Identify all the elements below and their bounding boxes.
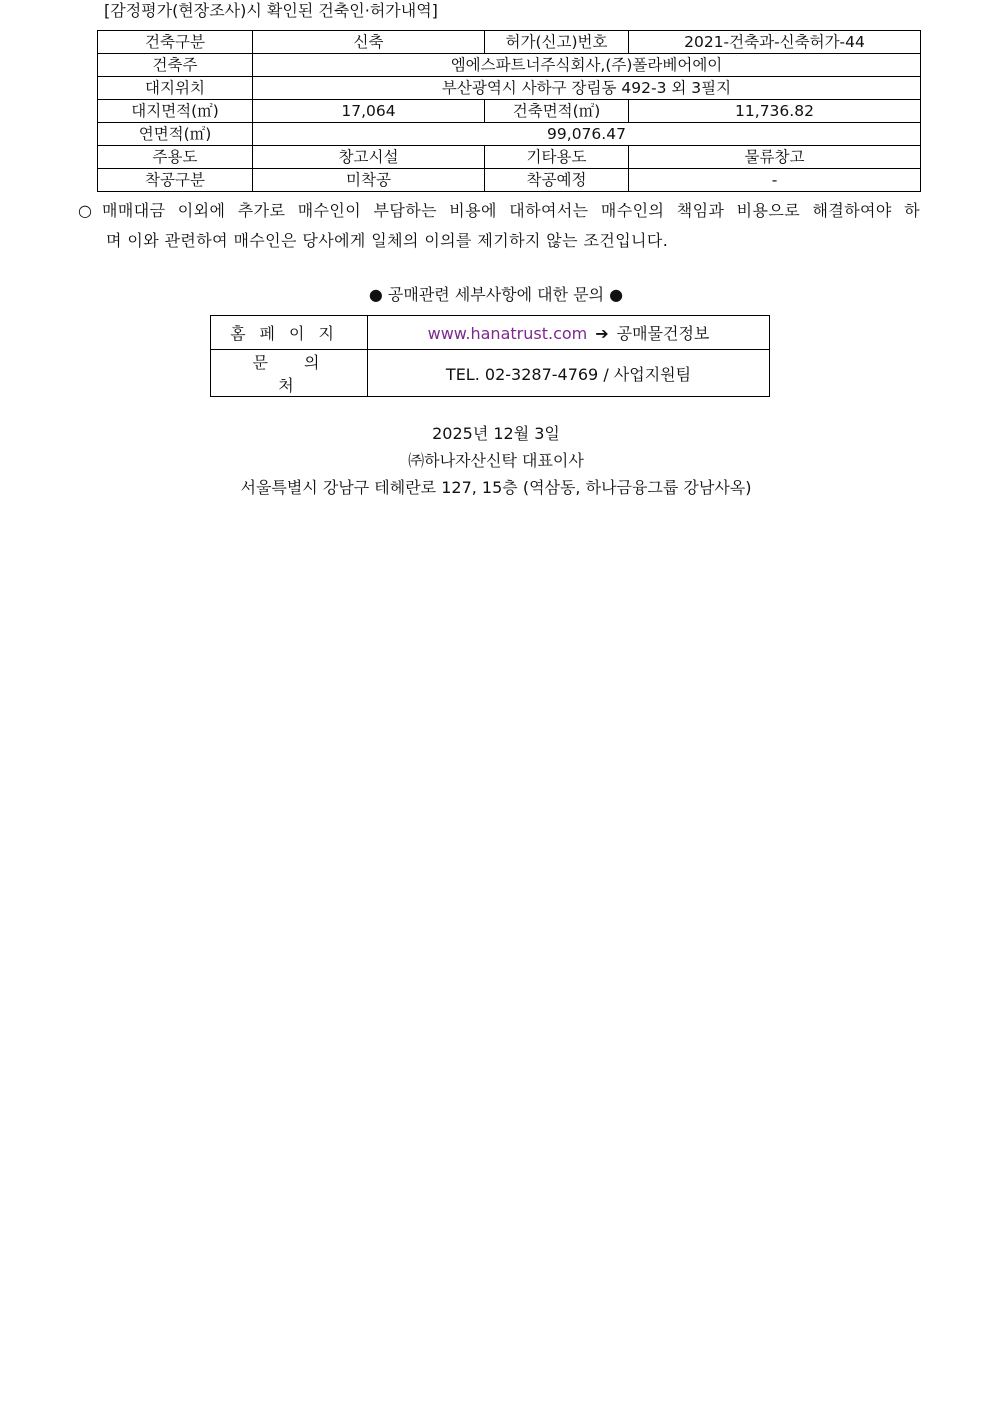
value-cell: 부산광역시 사하구 장림동 492-3 외 3필지 bbox=[253, 77, 921, 100]
value-cell: 물류창고 bbox=[629, 146, 921, 169]
section-title: [감정평가(현장조사)시 확인된 건축인·허가내역] bbox=[104, 1, 438, 20]
table-row bbox=[211, 316, 770, 350]
table-row bbox=[98, 77, 921, 100]
arrow-right-icon: ➔ bbox=[595, 324, 609, 343]
value-cell: 신축 bbox=[253, 31, 485, 54]
notice-date: 2025년 12월 3일 bbox=[432, 424, 560, 443]
footer bbox=[0, 420, 992, 501]
note-line-1: 매매대금 이외에 추가로 매수인이 부담하는 비용에 대하여서는 매수인의 책임과 비용으로 해결하여야 하 bbox=[102, 201, 920, 220]
contact-value: TEL. 02-3287-4769 / 사업지원팀 bbox=[368, 350, 770, 397]
label-cell: 주용도 bbox=[98, 146, 253, 169]
value-cell: 엠에스파트너주식회사,(주)폴라베어에이 bbox=[253, 54, 921, 77]
table-row bbox=[98, 31, 921, 54]
inquiry-table bbox=[210, 315, 770, 397]
label-cell: 착공예정 bbox=[485, 169, 629, 192]
homepage-value bbox=[368, 316, 770, 350]
note-line-2: 며 이와 관련하여 매수인은 당사에게 일체의 이의를 제기하지 않는 조건입니다. bbox=[106, 231, 669, 250]
building-permit-table bbox=[97, 30, 921, 192]
inquiry-title: ● 공매관련 세부사항에 대한 문의 ● bbox=[368, 285, 624, 304]
label-cell: 건축면적(㎡) bbox=[485, 100, 629, 123]
homepage-label: 홈페이지 bbox=[211, 316, 368, 350]
label-cell: 허가(신고)번호 bbox=[485, 31, 629, 54]
homepage-link[interactable]: www.hanatrust.com bbox=[427, 324, 588, 343]
table-row bbox=[211, 350, 770, 397]
label-cell: 기타용도 bbox=[485, 146, 629, 169]
value-cell: 17,064 bbox=[253, 100, 485, 123]
company-name: ㈜하나자산신탁 대표이사 bbox=[408, 451, 584, 470]
label-cell: 건축주 bbox=[98, 54, 253, 77]
label-cell: 연면적(㎡) bbox=[98, 123, 253, 146]
label-cell: 대지면적(㎡) bbox=[98, 100, 253, 123]
table-row bbox=[98, 123, 921, 146]
table-row bbox=[98, 169, 921, 192]
value-cell: 99,076.47 bbox=[253, 123, 921, 146]
contact-label: 문의처 bbox=[211, 350, 368, 397]
table-row bbox=[98, 100, 921, 123]
company-address: 서울특별시 강남구 테헤란로 127, 15층 (역삼동, 하나금융그룹 강남사옥) bbox=[240, 478, 752, 497]
label-cell: 대지위치 bbox=[98, 77, 253, 100]
value-cell: 미착공 bbox=[253, 169, 485, 192]
label-cell: 건축구분 bbox=[98, 31, 253, 54]
circle-bullet-icon: ○ bbox=[78, 201, 92, 220]
value-cell: 창고시설 bbox=[253, 146, 485, 169]
value-cell: 2021-건축과-신축허가-44 bbox=[629, 31, 921, 54]
homepage-destination: 공매물건정보 bbox=[616, 324, 710, 343]
value-cell: - bbox=[629, 169, 921, 192]
value-cell: 11,736.82 bbox=[629, 100, 921, 123]
label-cell: 착공구분 bbox=[98, 169, 253, 192]
table-row bbox=[98, 54, 921, 77]
table-row bbox=[98, 146, 921, 169]
